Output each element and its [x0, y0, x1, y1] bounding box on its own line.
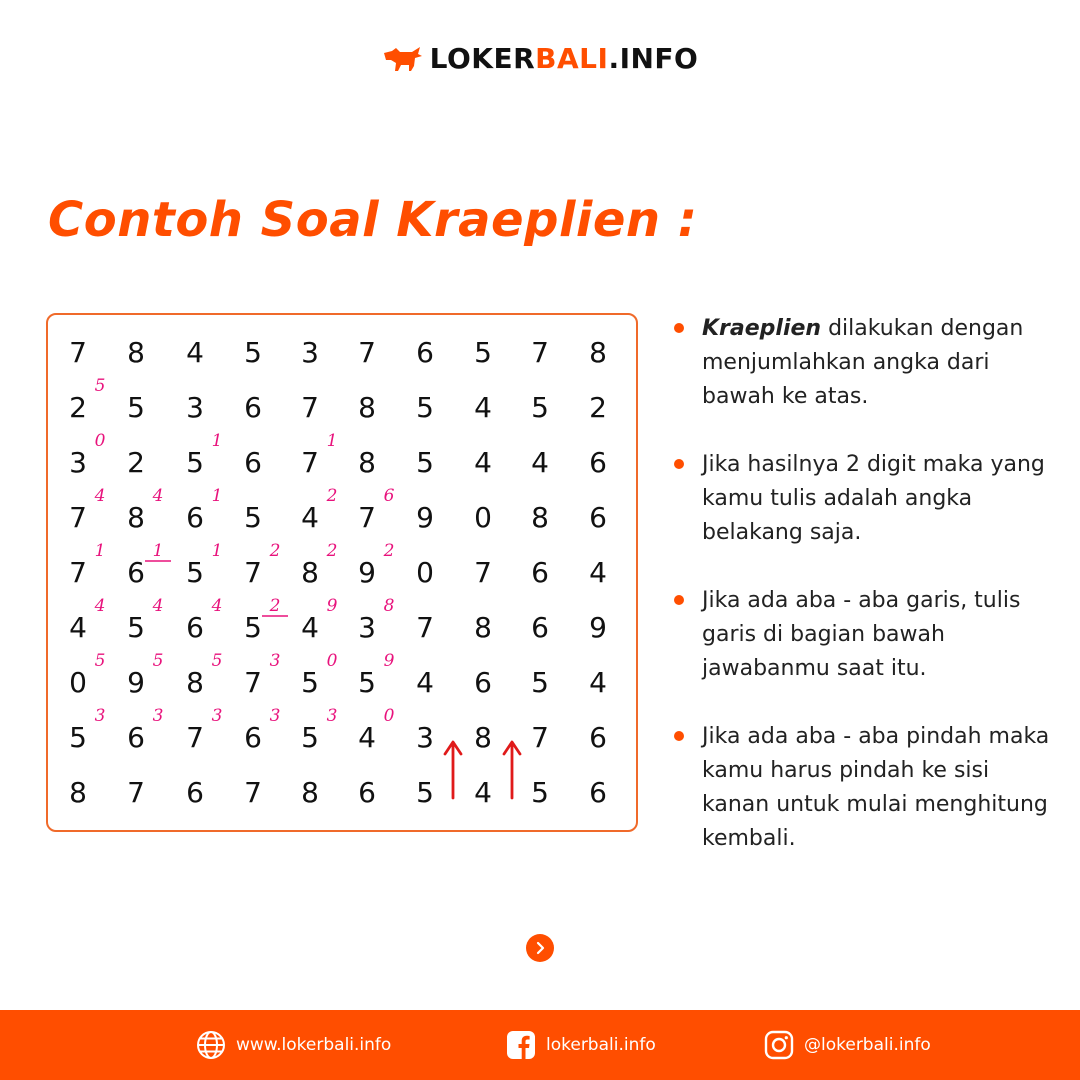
grid-digit: 6: [186, 776, 204, 809]
grid-answer: 2: [383, 541, 395, 561]
grid-digit: 5: [416, 391, 434, 424]
grid-answer: 3: [152, 706, 164, 726]
grid-digit: 4: [589, 666, 607, 699]
grid-answer: 1: [211, 431, 223, 451]
grid-digit: 7: [301, 391, 319, 424]
grid-answer: 4: [94, 596, 106, 616]
grid-answer: 5: [211, 651, 223, 671]
instruction-item: Jika ada aba - aba garis, tulis garis di bagian bawah jawabanmu saat itu.: [672, 584, 1052, 686]
grid-answer: 9: [383, 651, 395, 671]
grid-answer: 0: [326, 651, 338, 671]
grid-digit: 2: [127, 446, 145, 479]
grid-answer: 1: [211, 486, 223, 506]
grid-answer: 8: [383, 596, 395, 616]
grid-digit: 5: [244, 336, 262, 369]
grid-answer: 1: [152, 541, 164, 561]
grid-digit: 9: [127, 666, 145, 699]
grid-digit: 4: [186, 336, 204, 369]
instructions-list: [672, 312, 1052, 856]
grid-digit: 8: [358, 391, 376, 424]
grid-digit: 6: [589, 721, 607, 754]
grid-digit: 4: [301, 611, 319, 644]
grid-digit: 5: [474, 336, 492, 369]
facebook-icon: [506, 1030, 536, 1060]
grid-digit: 5: [416, 776, 434, 809]
grid-digit: 6: [531, 611, 549, 644]
grid-answer: 5: [152, 651, 164, 671]
grid-digit: 6: [186, 611, 204, 644]
grid-digit: 9: [589, 611, 607, 644]
grid-answer: 0: [94, 431, 106, 451]
grid-digit: 8: [474, 721, 492, 754]
grid-digit: 4: [69, 611, 87, 644]
grid-digit: 4: [474, 391, 492, 424]
grid-digit: 7: [244, 666, 262, 699]
grid-digit: 3: [69, 446, 87, 479]
grid-digit: 8: [127, 336, 145, 369]
grid-digit: 4: [474, 776, 492, 809]
grid-digit: 6: [531, 556, 549, 589]
instruction-item: Kraeplien dilakukan dengan menjumlahkan angka dari bawah ke atas.: [672, 312, 1052, 414]
brand-name: LOKERBALI.INFO: [429, 42, 699, 75]
grid-digit: 5: [244, 501, 262, 534]
grid-digit: 7: [531, 721, 549, 754]
next-slide-button[interactable]: [526, 934, 554, 962]
grid-digit: 7: [186, 721, 204, 754]
grid-digit: 8: [474, 611, 492, 644]
footer-instagram-link[interactable]: [764, 1030, 931, 1060]
grid-digit: 7: [69, 336, 87, 369]
grid-digit: 2: [589, 391, 607, 424]
grid-digit: 4: [416, 666, 434, 699]
grid-digit: 4: [531, 446, 549, 479]
grid-digit: 3: [416, 721, 434, 754]
instruction-item: Jika hasilnya 2 digit maka yang kamu tulis adalah angka belakang saja.: [672, 448, 1052, 550]
grid-digit: 7: [69, 556, 87, 589]
grid-digit: 7: [301, 446, 319, 479]
grid-digit: 8: [358, 446, 376, 479]
grid-answer: 5: [94, 376, 106, 396]
grid-digit: 5: [301, 721, 319, 754]
grid-answer: 3: [94, 706, 106, 726]
globe-icon: [196, 1030, 226, 1060]
grid-digit: 7: [416, 611, 434, 644]
grid-digit: 3: [358, 611, 376, 644]
grid-answer: 5: [94, 651, 106, 671]
grid-answer: 9: [326, 596, 338, 616]
bull-icon: [382, 44, 424, 74]
grid-digit: 5: [416, 446, 434, 479]
grid-digit: 7: [531, 336, 549, 369]
grid-digit: 6: [244, 721, 262, 754]
grid-digit: 3: [301, 336, 319, 369]
grid-digit: 7: [358, 501, 376, 534]
grid-digit: 6: [416, 336, 434, 369]
grid-answer: 4: [211, 596, 223, 616]
grid-digit: 5: [358, 666, 376, 699]
grid-digit: 5: [69, 721, 87, 754]
grid-digit: 0: [69, 666, 87, 699]
grid-digit: 9: [416, 501, 434, 534]
grid-answer: 3: [211, 706, 223, 726]
grid-digit: 8: [301, 776, 319, 809]
grid-digit: 6: [127, 556, 145, 589]
grid-digit: 5: [244, 611, 262, 644]
grid-digit: 8: [301, 556, 319, 589]
instruction-item: Jika ada aba - aba pindah maka kamu harus pindah ke sisi kanan untuk mulai menghitung kembali.: [672, 720, 1052, 856]
grid-digit: 5: [531, 776, 549, 809]
grid-answer: 1: [211, 541, 223, 561]
grid-digit: 6: [127, 721, 145, 754]
grid-digit: 2: [69, 391, 87, 424]
grid-answer: 2: [269, 596, 281, 616]
grid-digit: 7: [127, 776, 145, 809]
grid-digit: 7: [474, 556, 492, 589]
footer-instagram-text: @lokerbali.info: [804, 1035, 931, 1055]
grid-answer: 4: [152, 486, 164, 506]
grid-digit: 3: [186, 391, 204, 424]
grid-digit: 8: [186, 666, 204, 699]
grid-digit: 5: [127, 611, 145, 644]
grid-digit: 5: [127, 391, 145, 424]
footer-website-text: www.lokerbali.info: [236, 1035, 392, 1055]
grid-digit: 7: [244, 556, 262, 589]
grid-digit: 4: [589, 556, 607, 589]
kraeplien-grid: [46, 313, 638, 832]
grid-answer: 2: [326, 541, 338, 561]
grid-answer: 4: [152, 596, 164, 616]
grid-digit: 8: [589, 336, 607, 369]
grid-digit: 4: [301, 501, 319, 534]
grid-answer: 1: [94, 541, 106, 561]
grid-digit: 6: [244, 391, 262, 424]
grid-answer: 1: [326, 431, 338, 451]
instagram-icon: [764, 1030, 794, 1060]
grid-answer: 3: [269, 706, 281, 726]
grid-digit: 7: [244, 776, 262, 809]
grid-answer: 0: [383, 706, 395, 726]
grid-digit: 0: [474, 501, 492, 534]
grid-answer: 6: [383, 486, 395, 506]
grid-digit: 5: [186, 446, 204, 479]
grid-answer: 4: [94, 486, 106, 506]
grid-digit: 7: [69, 501, 87, 534]
grid-digit: 6: [186, 501, 204, 534]
grid-digit: 5: [531, 391, 549, 424]
grid-digit: 6: [358, 776, 376, 809]
grid-digit: 7: [358, 336, 376, 369]
grid-answer: 2: [269, 541, 281, 561]
grid-digit: 8: [531, 501, 549, 534]
grid-digit: 6: [589, 446, 607, 479]
grid-digit: 4: [358, 721, 376, 754]
grid-digit: 9: [358, 556, 376, 589]
grid-digit: 8: [127, 501, 145, 534]
chevron-right-icon: [533, 941, 547, 955]
grid-digit: 4: [474, 446, 492, 479]
grid-digit: 6: [589, 501, 607, 534]
grid-digit: 6: [589, 776, 607, 809]
footer-bar: [0, 1010, 1080, 1080]
brand-logo: [0, 42, 1080, 75]
grid-digit: 8: [69, 776, 87, 809]
grid-digit: 5: [186, 556, 204, 589]
grid-digit: 5: [301, 666, 319, 699]
grid-digit: 0: [416, 556, 434, 589]
grid-answer: 2: [326, 486, 338, 506]
grid-digit: 5: [531, 666, 549, 699]
footer-facebook-link[interactable]: [506, 1030, 656, 1060]
grid-digit: 6: [474, 666, 492, 699]
footer-website-link[interactable]: [196, 1030, 391, 1060]
page-title: Contoh Soal Kraeplien :: [48, 192, 698, 248]
grid-digit: 6: [244, 446, 262, 479]
grid-answer: 3: [326, 706, 338, 726]
grid-answer: 3: [269, 651, 281, 671]
footer-facebook-text: lokerbali.info: [546, 1035, 656, 1055]
